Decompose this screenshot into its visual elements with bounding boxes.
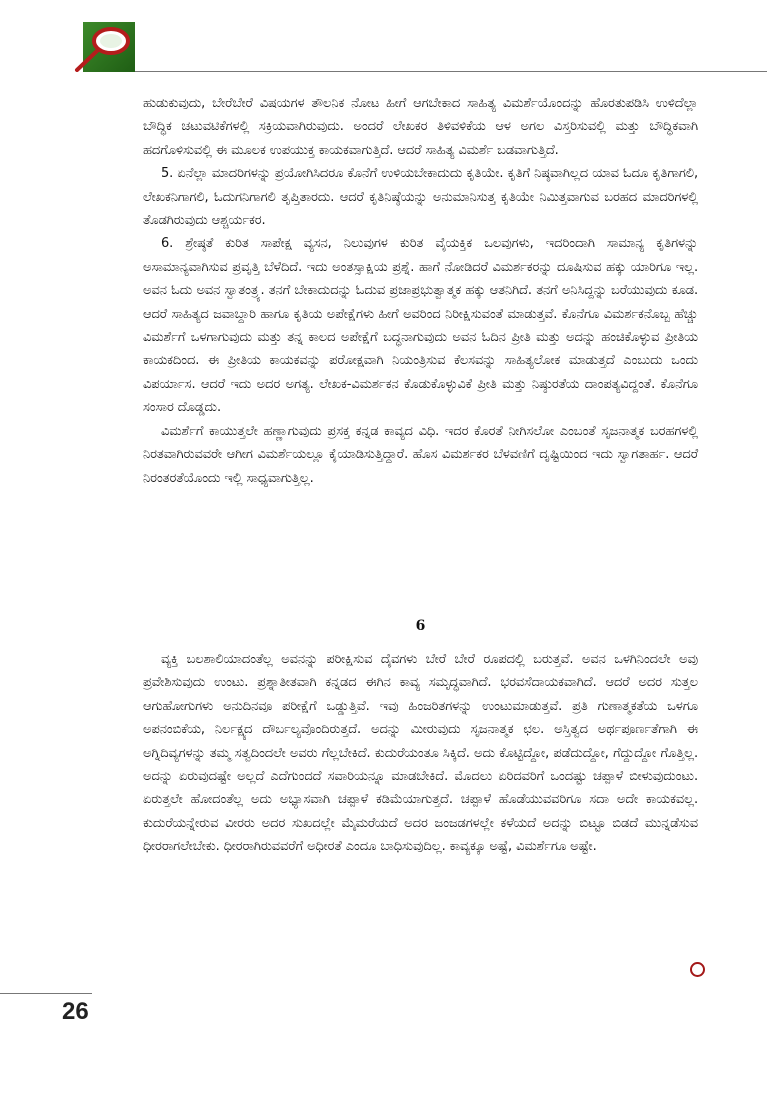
header-logo (83, 22, 135, 72)
header-rule (135, 71, 767, 72)
article-body-section-2 (143, 648, 698, 859)
paragraph: 5. ಏನೆಲ್ಲಾ ಮಾದರಿಗಳನ್ನು ಪ್ರಯೋಗಿಸಿದರೂ ಕೊನೆಗೆ ಉಳಿಯಬೇಕಾದುದು ಕೃತಿಯೇ. ಕೃತಿಗೆ ನಿಷ್ಠವಾಗಿಲ್ಲದ ಯಾವ ಓದೂ ಕೃತಿಗಾಗಲಿ, ಲೇಖಕನಿಗಾಗಲಿ, ಓದುಗನಿಗಾಗಲಿ ತೃಪ್ತಿತಾರದು. ಆದರೆ ಕೃತಿನಿಷ್ಠೆಯನ್ನು ಅನುಮಾನಿಸುತ್ತ ಕೃತಿಯೇ ನಿಮಿತ್ತವಾಗುವ ಬರಹದ ಮಾದರಿಗಳಲ್ಲಿ ತೊಡಗಿರುವುದು ಆಶ್ಚರ್ಯಕರ. (143, 166, 698, 229)
ring-icon (690, 962, 705, 977)
section-heading: 6 (415, 618, 426, 634)
magnifier-icon (71, 22, 135, 72)
page-number: 26 (62, 998, 89, 1025)
paragraph: 6. ಶ್ರೇಷ್ಠತೆ ಕುರಿತ ಸಾಪೇಕ್ಷ ವ್ಯಸನ, ನಿಲುವುಗಳ ಕುರಿತ ವೈಯಕ್ತಿಕ ಒಲವುಗಳು, ಇದರಿಂದಾಗಿ ಸಾಮಾನ್ಯ ಕೃತಿಗಳನ್ನು ಅಸಾಮಾನ್ಯವಾಗಿಸುವ ಪ್ರವೃತ್ತಿ ಬೆಳೆದಿದೆ. ಇದು ಅಂತಸ್ಸಾಕ್ಷಿಯ ಪ್ರಶ್ನೆ. ಹಾಗೆ ನೋಡಿದರೆ ವಿಮರ್ಶಕರನ್ನು ದೂಷಿಸುವ ಹಕ್ಕು ಯಾರಿಗೂ ಇಲ್ಲ. ಅವನ ಓದು ಅವನ ಸ್ವಾತಂತ್ರ್ಯ. ತನಗೆ ಬೇಕಾದುದನ್ನು ಓದುವ ಪ್ರಜಾಪ್ರಭುತ್ವಾತ್ಮಕ ಹಕ್ಕು ಆತನಿಗಿದೆ. ತನಗೆ ಅನಿಸಿದ್ದನ್ನು ಬರೆಯುವುದು ಕೂಡ. ಆದರೆ ಸಾಹಿತ್ಯದ ಜವಾಬ್ದಾರಿ ಹಾಗೂ ಕೃತಿಯ ಅಪೇಕ್ಷೆಗಳು ಹೀಗೆ ಅವರಿಂದ ನಿರೀಕ್ಷಿಸುವಂತೆ ಮಾಡುತ್ತವೆ. ಕೊನೆಗೂ ವಿಮರ್ಶಕನೊಬ್ಬ ಹೆಚ್ಚು ವಿಮರ್ಶೆಗೆ ಒಳಗಾಗುವುದು ಮತ್ತು ತನ್ನ ಕಾಲದ ಅಪೇಕ್ಷೆಗೆ ಬದ್ಧನಾಗುವುದು ಅವನ ಓದಿನ ಪ್ರೀತಿ ಮತ್ತು ಅದನ್ನು ಹಂಚಿಕೊಳ್ಳುವ ಪ್ರೀತಿಯ ಕಾಯಕದಿಂದ. ಈ ಪ್ರೀತಿಯ ಕಾಯಕವನ್ನು ಪರೋಕ್ಷವಾಗಿ ನಿಯಂತ್ರಿಸುವ ಕೆಲಸವನ್ನು ಸಾಹಿತ್ಯಲೋಕ ಮಾಡುತ್ತದೆ ಎಂಬುದು ಒಂದು ವಿಪರ್ಯಾಸ. ಆದರೆ ಇದು ಅದರ ಅಗತ್ಯ. ಲೇಖಕ-ವಿಮರ್ಶಕನ ಕೊಡುಕೊಳ್ಳುವಿಕೆ ಪ್ರೀತಿ ಮತ್ತು ನಿಷ್ಠುರತೆಯ ದಾಂಪತ್ಯವಿದ್ದಂತೆ. ಕೊನೆಗೂ ಸಂಸಾರ ದೊಡ್ಡದು. (143, 236, 698, 416)
article-body-section-1 (143, 92, 698, 490)
paragraph: ಹುಡುಕುವುದು, ಬೇರೆಬೇರೆ ವಿಷಯಗಳ ತೌಲನಿಕ ನೋಟ ಹೀಗೆ ಆಗಬೇಕಾದ ಸಾಹಿತ್ಯ ವಿಮರ್ಶೆಯೊಂದನ್ನು ಹೊರತುಪಡಿಸಿ ಉಳಿದೆಲ್ಲಾ ಬೌದ್ಧಿಕ ಚಟುವಟಿಕೆಗಳಲ್ಲಿ ಸಕ್ರಿಯವಾಗಿರುವುದು. ಅಂದರೆ ಲೇಖಕರ ತಿಳಿವಳಿಕೆಯ ಆಳ ಅಗಲ ವಿಸ್ತರಿಸುವಲ್ಲಿ ಮತ್ತು ಬೌದ್ಧಿಕವಾಗಿ ಹದಗೊಳಿಸುವಲ್ಲಿ ಈ ಮೂಲಕ ಉಪಯುಕ್ತ ಕಾಯಕವಾಗುತ್ತಿದೆ. ಆದರೆ ಸಾಹಿತ್ಯ ವಿಮರ್ಶೆ ಬಡವಾಗುತ್ತಿದೆ. (143, 96, 698, 158)
footer-rule (0, 993, 92, 994)
paragraph: ವ್ಯಕ್ತಿ ಬಲಶಾಲಿಯಾದಂತೆಲ್ಲ ಅವನನ್ನು ಪರೀಕ್ಷಿಸುವ ದೈವಗಳು ಬೇರೆ ಬೇರೆ ರೂಪದಲ್ಲಿ ಬರುತ್ತವೆ. ಅವನ ಒಳಗಿನಿಂದಲೇ ಅವು ಪ್ರವೇಶಿಸುವುದು ಉಂಟು. ಪ್ರಶ್ನಾತೀತವಾಗಿ ಕನ್ನಡದ ಈಗಿನ ಕಾವ್ಯ ಸಮೃದ್ಧವಾಗಿದೆ. ಭರವಸೆದಾಯಕವಾಗಿದೆ. ಆದರೆ ಅದರ ಸುತ್ತಲ ಆಗುಹೋಗುಗಳು ಅನುದಿನವೂ ಪರೀಕ್ಷೆಗೆ ಒಡ್ಡುತ್ತಿವೆ. ಇವು ಹಿಂಜರಿತಗಳನ್ನು ಉಂಟುಮಾಡುತ್ತವೆ. ಪ್ರತಿ ಗುಣಾತ್ಮಕತೆಯ ಒಳಗೂ ಅಪನಂಬಿಕೆಯ, ನಿರ್ಲಕ್ಷ್ಯದ ದೌರ್ಬಲ್ಯವೊಂದಿರುತ್ತದೆ. ಅದನ್ನು ಮೀರುವುದು ಸೃಜನಾತ್ಮಕ ಛಲ. ಅಸ್ತಿತ್ವದ ಅರ್ಥಪೂರ್ಣತೆಗಾಗಿ ಈ ಅಗ್ನಿದಿವ್ಯಗಳನ್ನು ತಮ್ಮ ಸತ್ವದಿಂದಲೇ ಅವರು ಗೆಲ್ಲಬೇಕಿದೆ. ಕುದುರೆಯಂತೂ ಸಿಕ್ಕಿದೆ. ಅದು ಕೊಟ್ಟಿದ್ದೋ, ಪಡೆದುದ್ದೋ, ಗೆದ್ದುದ್ದೋ ಗೊತ್ತಿಲ್ಲ. ಅದನ್ನು ಏರುವುದಷ್ಟೇ ಅಲ್ಲದೆ ಎದೆಗುಂದದೆ ಸವಾರಿಯನ್ನೂ ಮಾಡಬೇಕಿದೆ. ಮೊದಲು ಏರಿದವರಿಗೆ ಒಂದಷ್ಟು ಚಪ್ಪಾಳೆ ಬೀಳುವುದುಂಟು. ಏರುತ್ತಲೇ ಹೋದಂತೆಲ್ಲ ಅದು ಅಭ್ಯಾಸವಾಗಿ ಚಪ್ಪಾಳೆ ಕಡಿಮೆಯಾಗುತ್ತದೆ. ಚಪ್ಪಾಳೆ ಹೊಡೆಯುವವರಿಗೂ ಸದಾ ಅದೇ ಕಾಯಕವಲ್ಲ. ಕುದುರೆಯನ್ನೇರುವ ವೀರರು ಅದರ ಸುಖದಲ್ಲೇ ಮೈಮರೆಯದೆ ಅದರ ಜಂಜಡಗಳಲ್ಲೇ ಕಳೆಯದೆ ಅದನ್ನು ಬಿಟ್ಟೂ ಬಿಡದೆ ಮುನ್ನಡೆಸುವ ಧೀರರಾಗಲೇಬೇಕು. ಧೀರರಾಗಿರುವವರೆಗೆ ಅಧೀರತೆ ಎಂದೂ ಬಾಧಿಸುವುದಿಲ್ಲ. ಕಾವ್ಯಕ್ಕೂ ಅಷ್ಟೆ, ವಿಮರ್ಶೆಗೂ ಅಷ್ಟೇ. (143, 652, 698, 855)
paragraph: ವಿಮರ್ಶೆಗೆ ಕಾಯುತ್ತಲೇ ಹಣ್ಣಾಗುವುದು ಪ್ರಸಕ್ತ ಕನ್ನಡ ಕಾವ್ಯದ ವಿಧಿ. ಇದರ ಕೊರತೆ ನೀಗಿಸಲೋ ಎಂಬಂತೆ ಸೃಜನಾತ್ಮಕ ಬರಹಗಳಲ್ಲಿ ನಿರತವಾಗಿರುವವರೇ ಆಗೀಗ ವಿಮರ್ಶೆಯಲ್ಲೂ ಕೈಯಾಡಿಸುತ್ತಿದ್ದಾರೆ. ಹೊಸ ವಿಮರ್ಶಕರ ಬೆಳವಣಿಗೆ ದೃಷ್ಟಿಯಿಂದ ಇದು ಸ್ವಾಗತಾರ್ಹ. ಆದರೆ ನಿರಂತರತೆಯೊಂದು ಇಲ್ಲಿ ಸಾಧ್ಯವಾಗುತ್ತಿಲ್ಲ. (143, 423, 698, 486)
